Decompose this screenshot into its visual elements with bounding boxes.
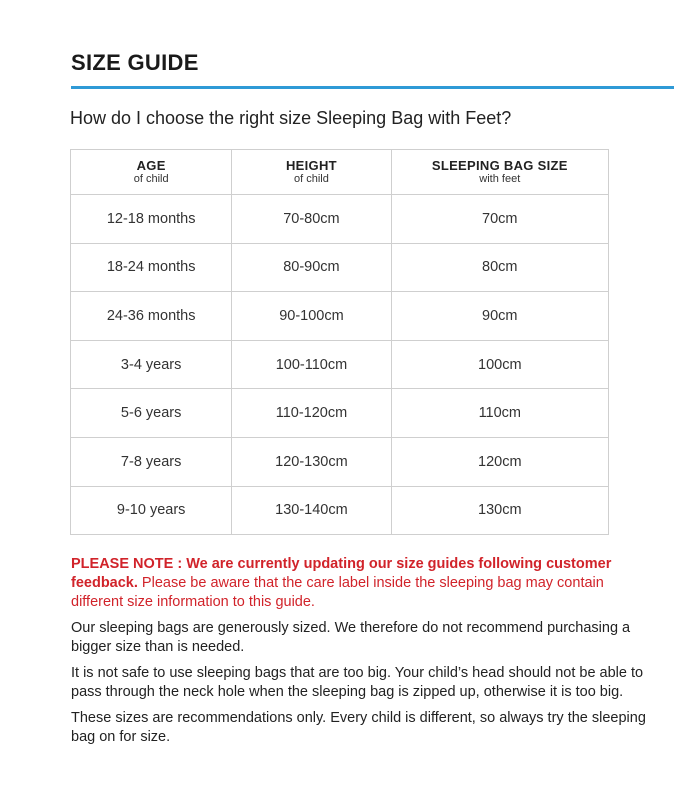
header-height-label: HEIGHT — [285, 158, 337, 173]
notes-section — [71, 555, 656, 754]
table-row — [71, 292, 609, 341]
cell-height: 90-100cm — [232, 292, 391, 341]
table-row — [71, 243, 609, 292]
cell-age: 12-18 months — [71, 195, 232, 244]
cell-age: 5-6 years — [71, 389, 232, 438]
table-header-row — [71, 150, 609, 195]
table-row — [71, 195, 609, 244]
table-row — [71, 340, 609, 389]
size-table — [70, 149, 609, 535]
cell-bag-size: 120cm — [391, 437, 608, 486]
header-bag-size-sublabel: with feet — [479, 173, 521, 185]
cell-age: 24-36 months — [71, 292, 232, 341]
cell-age: 7-8 years — [71, 437, 232, 486]
header-age-sublabel: of child — [133, 173, 169, 185]
cell-bag-size: 110cm — [391, 389, 608, 438]
note-recommendations: These sizes are recommendations only. Every child is different, so always try the sleeping bag on for size. — [71, 710, 646, 745]
cell-height: 100-110cm — [232, 340, 391, 389]
cell-bag-size: 90cm — [391, 292, 608, 341]
cell-height: 80-90cm — [232, 243, 391, 292]
header-bag-size — [391, 150, 608, 195]
header-bag-size-label: SLEEPING BAG SIZE — [431, 158, 568, 173]
table-row — [71, 486, 609, 535]
cell-bag-size: 70cm — [391, 195, 608, 244]
please-note-bold: PLEASE NOTE : We are currently updating our size guides following customer feedback. — [71, 556, 612, 591]
title-divider — [71, 86, 674, 89]
cell-height: 120-130cm — [232, 437, 391, 486]
please-note-warning — [71, 555, 656, 612]
cell-bag-size: 80cm — [391, 243, 608, 292]
cell-age: 9-10 years — [71, 486, 232, 535]
cell-bag-size: 100cm — [391, 340, 608, 389]
size-question-heading: How do I choose the right size Sleeping Bag with Feet? — [70, 108, 512, 128]
cell-bag-size: 130cm — [391, 486, 608, 535]
note-safety: It is not safe to use sleeping bags that are too big. Your child’s head should not be able to pass through the neck hole when the sleeping bag is zipped up, otherwise it is too big. — [71, 665, 644, 700]
cell-height: 130-140cm — [232, 486, 391, 535]
table-row — [71, 437, 609, 486]
cell-height: 110-120cm — [232, 389, 391, 438]
table-row — [71, 389, 609, 438]
header-height — [232, 150, 391, 195]
header-height-sublabel: of child — [294, 173, 329, 185]
cell-age: 18-24 months — [71, 243, 232, 292]
cell-height: 70-80cm — [232, 195, 391, 244]
cell-age: 3-4 years — [71, 340, 232, 389]
note-generous-sizing: Our sleeping bags are generously sized. We therefore do not recommend purchasing a bigger size than is needed. — [71, 620, 631, 655]
please-note-regular: Please be aware that the care label inside the sleeping bag may contain different size information to this guide. — [71, 575, 604, 610]
header-age — [71, 150, 232, 195]
header-age-label: AGE — [136, 158, 166, 173]
page-title: SIZE GUIDE — [71, 50, 199, 75]
